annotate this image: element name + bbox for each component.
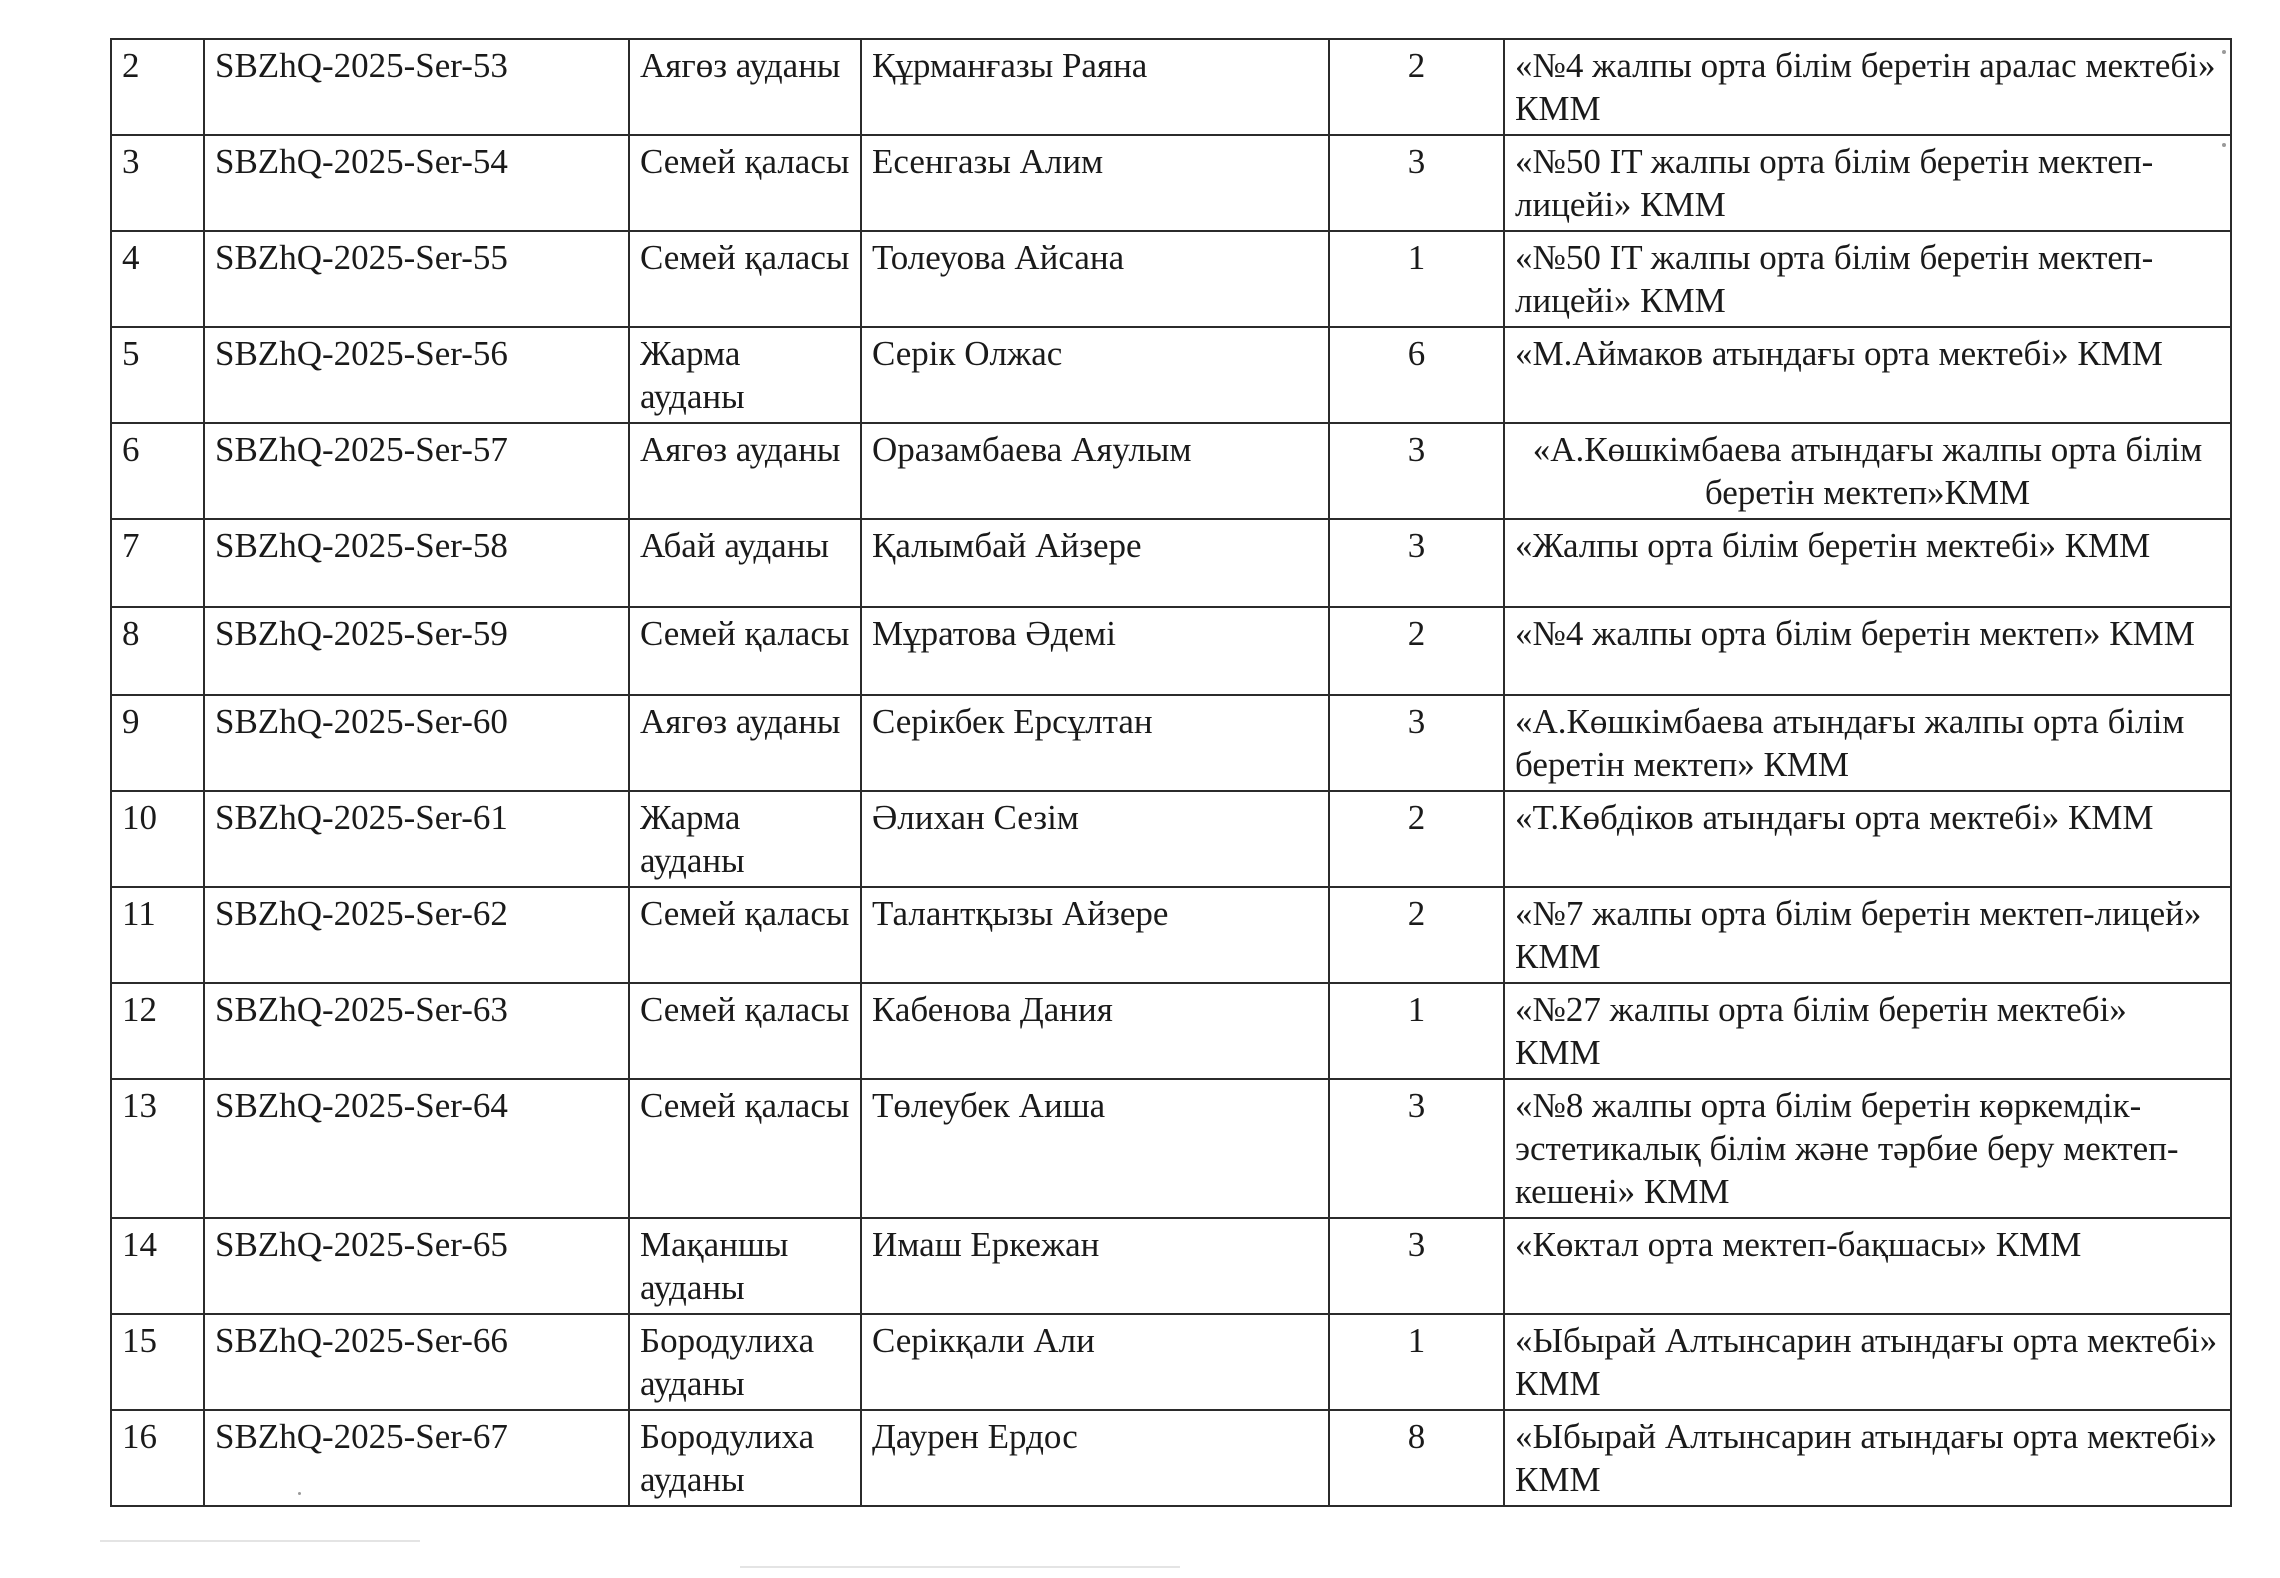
school-name-cell: «№8 жалпы орта білім беретін көркемдік-эстетикалық білім және тәрбие беру мектеп-кешені» КММ <box>1504 1079 2231 1218</box>
grade-cell: 3 <box>1329 423 1504 519</box>
student-name-cell: Серікбек Ерсұлтан <box>861 695 1329 791</box>
table-row <box>111 519 2231 607</box>
scan-speck <box>2222 143 2226 147</box>
table-row <box>111 423 2231 519</box>
district-cell: Семей қаласы <box>629 231 861 327</box>
student-name-cell: Төлеубек Аиша <box>861 1079 1329 1218</box>
scan-speck <box>2222 50 2226 54</box>
table-row <box>111 231 2231 327</box>
grade-cell: 8 <box>1329 1410 1504 1506</box>
row-number-cell: 13 <box>111 1079 204 1218</box>
grade-cell: 2 <box>1329 607 1504 695</box>
school-name-cell: «№27 жалпы орта білім беретін мектебі» КММ <box>1504 983 2231 1079</box>
school-name-cell: «№50 IT жалпы орта білім беретін мектеп-лицейі» КММ <box>1504 231 2231 327</box>
registration-code-cell: SBZhQ-2025-Ser-57 <box>204 423 629 519</box>
district-cell: Аягөз ауданы <box>629 695 861 791</box>
student-name-cell: Толеуова Айсана <box>861 231 1329 327</box>
row-number-cell: 2 <box>111 39 204 135</box>
participants-table <box>110 38 2232 1507</box>
table-row <box>111 1218 2231 1314</box>
row-number-cell: 4 <box>111 231 204 327</box>
school-name-cell: «М.Аймаков атындағы орта мектебі» КММ <box>1504 327 2231 423</box>
grade-cell: 3 <box>1329 135 1504 231</box>
school-name-cell: «А.Көшкімбаева атындағы жалпы орта білім беретін мектеп» КММ <box>1504 695 2231 791</box>
table-row <box>111 791 2231 887</box>
school-name-cell: «А.Көшкімбаева атындағы жалпы орта білім беретін мектеп»КММ <box>1504 423 2231 519</box>
row-number-cell: 3 <box>111 135 204 231</box>
district-cell: Абай ауданы <box>629 519 861 607</box>
row-number-cell: 7 <box>111 519 204 607</box>
district-cell: Жарма ауданы <box>629 791 861 887</box>
student-name-cell: Оразамбаева Аяулым <box>861 423 1329 519</box>
row-number-cell: 11 <box>111 887 204 983</box>
student-name-cell: Құрманғазы Раяна <box>861 39 1329 135</box>
student-name-cell: Қалымбай Айзере <box>861 519 1329 607</box>
row-number-cell: 8 <box>111 607 204 695</box>
district-cell: Семей қаласы <box>629 607 861 695</box>
registration-code-cell: SBZhQ-2025-Ser-67 <box>204 1410 629 1506</box>
table-row <box>111 39 2231 135</box>
school-name-cell: «Т.Көбдіков атындағы орта мектебі» КММ <box>1504 791 2231 887</box>
row-number-cell: 5 <box>111 327 204 423</box>
registration-code-cell: SBZhQ-2025-Ser-58 <box>204 519 629 607</box>
student-name-cell: Серік Олжас <box>861 327 1329 423</box>
grade-cell: 3 <box>1329 695 1504 791</box>
student-name-cell: Талантқызы Айзере <box>861 887 1329 983</box>
district-cell: Мақаншы ауданы <box>629 1218 861 1314</box>
grade-cell: 2 <box>1329 791 1504 887</box>
grade-cell: 2 <box>1329 39 1504 135</box>
district-cell: Семей қаласы <box>629 983 861 1079</box>
grade-cell: 3 <box>1329 519 1504 607</box>
school-name-cell: «Көктал орта мектеп-бақшасы» КММ <box>1504 1218 2231 1314</box>
student-name-cell: Мұратова Әдемі <box>861 607 1329 695</box>
school-name-cell: «Жалпы орта білім беретін мектебі» КММ <box>1504 519 2231 607</box>
school-name-cell: «Ыбырай Алтынсарин атындағы орта мектебі» КММ <box>1504 1314 2231 1410</box>
school-name-cell: «№4 жалпы орта білім беретін аралас мектебі» КММ <box>1504 39 2231 135</box>
school-name-cell: «№4 жалпы орта білім беретін мектеп» КММ <box>1504 607 2231 695</box>
registration-code-cell: SBZhQ-2025-Ser-66 <box>204 1314 629 1410</box>
student-name-cell: Даурен Ердос <box>861 1410 1329 1506</box>
grade-cell: 1 <box>1329 983 1504 1079</box>
row-number-cell: 14 <box>111 1218 204 1314</box>
student-name-cell: Есенгазы Алим <box>861 135 1329 231</box>
student-name-cell: Әлихан Сезім <box>861 791 1329 887</box>
grade-cell: 2 <box>1329 887 1504 983</box>
row-number-cell: 16 <box>111 1410 204 1506</box>
registration-code-cell: SBZhQ-2025-Ser-59 <box>204 607 629 695</box>
table-row <box>111 327 2231 423</box>
table-row <box>111 1314 2231 1410</box>
registration-code-cell: SBZhQ-2025-Ser-63 <box>204 983 629 1079</box>
registration-code-cell: SBZhQ-2025-Ser-56 <box>204 327 629 423</box>
district-cell: Аягөз ауданы <box>629 423 861 519</box>
registration-code-cell: SBZhQ-2025-Ser-54 <box>204 135 629 231</box>
grade-cell: 1 <box>1329 1314 1504 1410</box>
grade-cell: 3 <box>1329 1079 1504 1218</box>
table-body <box>111 39 2231 1506</box>
school-name-cell: «№50 IT жалпы орта білім беретін мектеп-лицейі» КММ <box>1504 135 2231 231</box>
school-name-cell: «Ыбырай Алтынсарин атындағы орта мектебі» КММ <box>1504 1410 2231 1506</box>
student-name-cell: Имаш Еркежан <box>861 1218 1329 1314</box>
registration-code-cell: SBZhQ-2025-Ser-64 <box>204 1079 629 1218</box>
row-number-cell: 15 <box>111 1314 204 1410</box>
table-row <box>111 607 2231 695</box>
registration-code-cell: SBZhQ-2025-Ser-60 <box>204 695 629 791</box>
district-cell: Аягөз ауданы <box>629 39 861 135</box>
registration-code-cell: SBZhQ-2025-Ser-53 <box>204 39 629 135</box>
student-name-cell: Кабенова Дания <box>861 983 1329 1079</box>
registration-code-cell: SBZhQ-2025-Ser-61 <box>204 791 629 887</box>
school-name-cell: «№7 жалпы орта білім беретін мектеп-лицей» КММ <box>1504 887 2231 983</box>
scan-smudge <box>740 1566 1180 1568</box>
table-row <box>111 695 2231 791</box>
scan-smudge <box>100 1540 420 1542</box>
row-number-cell: 12 <box>111 983 204 1079</box>
grade-cell: 1 <box>1329 231 1504 327</box>
table-row <box>111 983 2231 1079</box>
table-row <box>111 1079 2231 1218</box>
district-cell: Семей қаласы <box>629 887 861 983</box>
registration-code-cell: SBZhQ-2025-Ser-55 <box>204 231 629 327</box>
district-cell: Семей қаласы <box>629 1079 861 1218</box>
row-number-cell: 6 <box>111 423 204 519</box>
row-number-cell: 9 <box>111 695 204 791</box>
district-cell: Бородулиха ауданы <box>629 1410 861 1506</box>
student-name-cell: Серікқали Али <box>861 1314 1329 1410</box>
district-cell: Жарма ауданы <box>629 327 861 423</box>
row-number-cell: 10 <box>111 791 204 887</box>
scan-speck <box>298 1492 301 1495</box>
registration-code-cell: SBZhQ-2025-Ser-65 <box>204 1218 629 1314</box>
grade-cell: 3 <box>1329 1218 1504 1314</box>
district-cell: Бородулиха ауданы <box>629 1314 861 1410</box>
table-row <box>111 135 2231 231</box>
registration-code-cell: SBZhQ-2025-Ser-62 <box>204 887 629 983</box>
table-row <box>111 887 2231 983</box>
district-cell: Семей қаласы <box>629 135 861 231</box>
table-row <box>111 1410 2231 1506</box>
grade-cell: 6 <box>1329 327 1504 423</box>
